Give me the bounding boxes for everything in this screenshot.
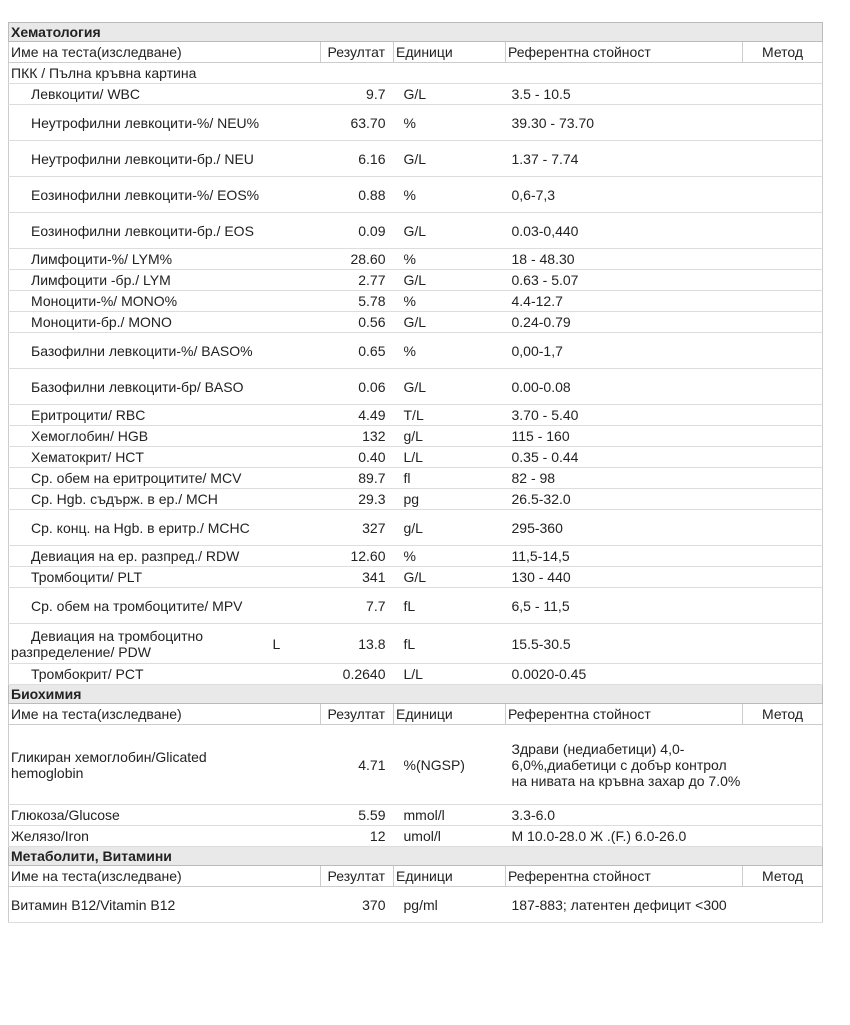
result-value: 0.06 bbox=[321, 369, 394, 405]
result-value: 12.60 bbox=[321, 546, 394, 567]
units: % bbox=[394, 546, 506, 567]
result-value: 5.59 bbox=[321, 805, 394, 826]
test-name: Гликиран хемоглобин/Glicated hemoglobin bbox=[9, 725, 271, 805]
header-reference: Референтна стойност bbox=[506, 704, 743, 725]
units: umol/l bbox=[394, 826, 506, 847]
table-row bbox=[9, 447, 823, 468]
method bbox=[743, 489, 823, 510]
flag bbox=[271, 546, 321, 567]
units: g/L bbox=[394, 510, 506, 546]
reference-range: 0.24-0.79 bbox=[506, 312, 743, 333]
method bbox=[743, 141, 823, 177]
table-row bbox=[9, 426, 823, 447]
units: pg/ml bbox=[394, 887, 506, 923]
result-value: 5.78 bbox=[321, 291, 394, 312]
flag bbox=[271, 213, 321, 249]
flag bbox=[271, 887, 321, 923]
flag bbox=[271, 369, 321, 405]
flag bbox=[271, 105, 321, 141]
units: % bbox=[394, 249, 506, 270]
test-name: Витамин B12/Vitamin B12 bbox=[9, 887, 271, 923]
header-result: Резултат bbox=[321, 42, 394, 63]
result-value: 4.71 bbox=[321, 725, 394, 805]
section-header bbox=[9, 23, 823, 42]
result-value: 9.7 bbox=[321, 84, 394, 105]
result-value: 89.7 bbox=[321, 468, 394, 489]
units: fl bbox=[394, 468, 506, 489]
units: T/L bbox=[394, 405, 506, 426]
reference-range bbox=[506, 63, 743, 84]
section-title: Метаболити, Витамини bbox=[9, 847, 823, 866]
method bbox=[743, 291, 823, 312]
reference-range: 295-360 bbox=[506, 510, 743, 546]
table-row bbox=[9, 567, 823, 588]
test-name: Базофилни левкоцити-%/ BASO% bbox=[9, 333, 271, 369]
table-row bbox=[9, 369, 823, 405]
reference-range: 0.03-0,440 bbox=[506, 213, 743, 249]
table-row bbox=[9, 333, 823, 369]
section-title: Хематология bbox=[9, 23, 823, 42]
method bbox=[743, 664, 823, 685]
method bbox=[743, 177, 823, 213]
method bbox=[743, 63, 823, 84]
table-row bbox=[9, 546, 823, 567]
result-value: 327 bbox=[321, 510, 394, 546]
units: fL bbox=[394, 624, 506, 664]
header-name: Име на теста(изследване) bbox=[9, 866, 321, 887]
flag bbox=[271, 405, 321, 426]
reference-range: 0.00-0.08 bbox=[506, 369, 743, 405]
test-name: Моноцити-бр./ MONO bbox=[9, 312, 271, 333]
flag bbox=[271, 270, 321, 291]
reference-range: 4.4-12.7 bbox=[506, 291, 743, 312]
result-value bbox=[321, 63, 394, 84]
test-name: Еозинофилни левкоцити-%/ EOS% bbox=[9, 177, 271, 213]
method bbox=[743, 105, 823, 141]
reference-range: 0.35 - 0.44 bbox=[506, 447, 743, 468]
flag: L bbox=[271, 624, 321, 664]
units bbox=[394, 63, 506, 84]
method bbox=[743, 725, 823, 805]
units: fL bbox=[394, 588, 506, 624]
test-name: Девиация на тромбоцитно разпределение/ PDW bbox=[9, 624, 271, 664]
flag bbox=[271, 84, 321, 105]
reference-range: 18 - 48.30 bbox=[506, 249, 743, 270]
test-name: Хемоглобин/ HGB bbox=[9, 426, 271, 447]
flag bbox=[271, 63, 321, 84]
table-row bbox=[9, 141, 823, 177]
reference-range: 11,5-14,5 bbox=[506, 546, 743, 567]
header-result: Резултат bbox=[321, 866, 394, 887]
result-value: 7.7 bbox=[321, 588, 394, 624]
reference-range: 15.5-30.5 bbox=[506, 624, 743, 664]
result-value: 12 bbox=[321, 826, 394, 847]
reference-range: 6,5 - 11,5 bbox=[506, 588, 743, 624]
units: G/L bbox=[394, 312, 506, 333]
column-headers bbox=[9, 42, 823, 63]
test-name: Лимфоцити -бр./ LYM bbox=[9, 270, 271, 291]
test-name: Глюкоза/Glucose bbox=[9, 805, 271, 826]
flag bbox=[271, 141, 321, 177]
result-value: 63.70 bbox=[321, 105, 394, 141]
flag bbox=[271, 664, 321, 685]
header-name: Име на теста(изследване) bbox=[9, 704, 321, 725]
test-name: Ср. Hgb. съдърж. в ер./ MCH bbox=[9, 489, 271, 510]
method bbox=[743, 510, 823, 546]
header-units: Единици bbox=[394, 704, 506, 725]
units: G/L bbox=[394, 141, 506, 177]
column-headers bbox=[9, 866, 823, 887]
table-row bbox=[9, 489, 823, 510]
method bbox=[743, 270, 823, 291]
flag bbox=[271, 725, 321, 805]
reference-range: 82 - 98 bbox=[506, 468, 743, 489]
reference-range: 3.5 - 10.5 bbox=[506, 84, 743, 105]
header-units: Единици bbox=[394, 866, 506, 887]
table-row bbox=[9, 249, 823, 270]
test-name: Неутрофилни левкоцити-%/ NEU% bbox=[9, 105, 271, 141]
method bbox=[743, 213, 823, 249]
flag bbox=[271, 567, 321, 588]
header-method: Метод bbox=[743, 704, 823, 725]
result-value: 0.2640 bbox=[321, 664, 394, 685]
flag bbox=[271, 468, 321, 489]
test-name: Базофилни левкоцити-бр/ BASO bbox=[9, 369, 271, 405]
header-name: Име на теста(изследване) bbox=[9, 42, 321, 63]
test-name: Желязо/Iron bbox=[9, 826, 271, 847]
test-name: Тромбокрит/ PCT bbox=[9, 664, 271, 685]
table-row bbox=[9, 213, 823, 249]
test-name: Еозинофилни левкоцити-бр./ EOS bbox=[9, 213, 271, 249]
result-value: 0.09 bbox=[321, 213, 394, 249]
header-reference: Референтна стойност bbox=[506, 866, 743, 887]
table-row bbox=[9, 468, 823, 489]
flag bbox=[271, 177, 321, 213]
result-value: 0.40 bbox=[321, 447, 394, 468]
test-name: Тромбоцити/ PLT bbox=[9, 567, 271, 588]
method bbox=[743, 447, 823, 468]
table-row bbox=[9, 805, 823, 826]
flag bbox=[271, 805, 321, 826]
method bbox=[743, 312, 823, 333]
result-value: 0.65 bbox=[321, 333, 394, 369]
units: G/L bbox=[394, 270, 506, 291]
test-name: Еритроцити/ RBC bbox=[9, 405, 271, 426]
table-row bbox=[9, 84, 823, 105]
result-value: 13.8 bbox=[321, 624, 394, 664]
reference-range: 0.63 - 5.07 bbox=[506, 270, 743, 291]
flag bbox=[271, 291, 321, 312]
method bbox=[743, 468, 823, 489]
reference-range: 187-883; латентен дефицит <300 bbox=[506, 887, 743, 923]
result-value: 4.49 bbox=[321, 405, 394, 426]
reference-range: М 10.0-28.0 Ж .(F.) 6.0-26.0 bbox=[506, 826, 743, 847]
results-table bbox=[8, 22, 823, 923]
method bbox=[743, 826, 823, 847]
units: L/L bbox=[394, 664, 506, 685]
table-row bbox=[9, 105, 823, 141]
test-name: Девиация на ер. разпред./ RDW bbox=[9, 546, 271, 567]
units: % bbox=[394, 291, 506, 312]
section-header bbox=[9, 685, 823, 704]
result-value: 370 bbox=[321, 887, 394, 923]
test-name: Моноцити-%/ MONO% bbox=[9, 291, 271, 312]
header-reference: Референтна стойност bbox=[506, 42, 743, 63]
table-row bbox=[9, 725, 823, 805]
header-units: Единици bbox=[394, 42, 506, 63]
section-title: Биохимия bbox=[9, 685, 823, 704]
reference-range: 26.5-32.0 bbox=[506, 489, 743, 510]
units: L/L bbox=[394, 447, 506, 468]
reference-range: 1.37 - 7.74 bbox=[506, 141, 743, 177]
table-row bbox=[9, 588, 823, 624]
column-headers bbox=[9, 704, 823, 725]
method bbox=[743, 567, 823, 588]
test-name: ПКК / Пълна кръвна картина bbox=[9, 63, 271, 84]
result-value: 132 bbox=[321, 426, 394, 447]
table-row bbox=[9, 510, 823, 546]
header-result: Резултат bbox=[321, 704, 394, 725]
units: G/L bbox=[394, 213, 506, 249]
units: % bbox=[394, 105, 506, 141]
units: pg bbox=[394, 489, 506, 510]
result-value: 29.3 bbox=[321, 489, 394, 510]
table-row bbox=[9, 270, 823, 291]
flag bbox=[271, 249, 321, 270]
flag bbox=[271, 510, 321, 546]
table-row bbox=[9, 291, 823, 312]
method bbox=[743, 624, 823, 664]
result-value: 0.56 bbox=[321, 312, 394, 333]
flag bbox=[271, 588, 321, 624]
result-value: 28.60 bbox=[321, 249, 394, 270]
result-value: 0.88 bbox=[321, 177, 394, 213]
test-name: Неутрофилни левкоцити-бр./ NEU bbox=[9, 141, 271, 177]
reference-range: 0,6-7,3 bbox=[506, 177, 743, 213]
units: % bbox=[394, 333, 506, 369]
group-row bbox=[9, 63, 823, 84]
method bbox=[743, 887, 823, 923]
flag bbox=[271, 447, 321, 468]
method bbox=[743, 805, 823, 826]
reference-range: 115 - 160 bbox=[506, 426, 743, 447]
test-name: Лимфоцити-%/ LYM% bbox=[9, 249, 271, 270]
reference-range: 39.30 - 73.70 bbox=[506, 105, 743, 141]
header-method: Метод bbox=[743, 866, 823, 887]
lab-results bbox=[8, 22, 822, 923]
method bbox=[743, 369, 823, 405]
table-row bbox=[9, 664, 823, 685]
method bbox=[743, 84, 823, 105]
method bbox=[743, 426, 823, 447]
method bbox=[743, 405, 823, 426]
result-value: 341 bbox=[321, 567, 394, 588]
table-row bbox=[9, 826, 823, 847]
result-value: 6.16 bbox=[321, 141, 394, 177]
method bbox=[743, 333, 823, 369]
units: % bbox=[394, 177, 506, 213]
units: mmol/l bbox=[394, 805, 506, 826]
flag bbox=[271, 426, 321, 447]
reference-range: 3.3-6.0 bbox=[506, 805, 743, 826]
table-row bbox=[9, 312, 823, 333]
result-value: 2.77 bbox=[321, 270, 394, 291]
flag bbox=[271, 312, 321, 333]
method bbox=[743, 546, 823, 567]
reference-range: Здрави (недиабетици) 4,0-6,0%,диабетици с добър контрол на нивата на кръвна захар до 7.0% bbox=[506, 725, 743, 805]
flag bbox=[271, 333, 321, 369]
units: G/L bbox=[394, 567, 506, 588]
reference-range: 3.70 - 5.40 bbox=[506, 405, 743, 426]
units: G/L bbox=[394, 84, 506, 105]
reference-range: 130 - 440 bbox=[506, 567, 743, 588]
reference-range: 0,00-1,7 bbox=[506, 333, 743, 369]
units: %(NGSP) bbox=[394, 725, 506, 805]
table-row bbox=[9, 177, 823, 213]
flag bbox=[271, 826, 321, 847]
method bbox=[743, 249, 823, 270]
test-name: Левкоцити/ WBC bbox=[9, 84, 271, 105]
test-name: Хематокрит/ HCT bbox=[9, 447, 271, 468]
table-row bbox=[9, 624, 823, 664]
units: g/L bbox=[394, 426, 506, 447]
flag bbox=[271, 489, 321, 510]
units: G/L bbox=[394, 369, 506, 405]
table-row bbox=[9, 405, 823, 426]
test-name: Ср. обем на еритроцитите/ MCV bbox=[9, 468, 271, 489]
reference-range: 0.0020-0.45 bbox=[506, 664, 743, 685]
table-row bbox=[9, 887, 823, 923]
test-name: Ср. конц. на Hgb. в еритр./ MCHC bbox=[9, 510, 271, 546]
section-header bbox=[9, 847, 823, 866]
header-method: Метод bbox=[743, 42, 823, 63]
method bbox=[743, 588, 823, 624]
test-name: Ср. обем на тромбоцитите/ MPV bbox=[9, 588, 271, 624]
